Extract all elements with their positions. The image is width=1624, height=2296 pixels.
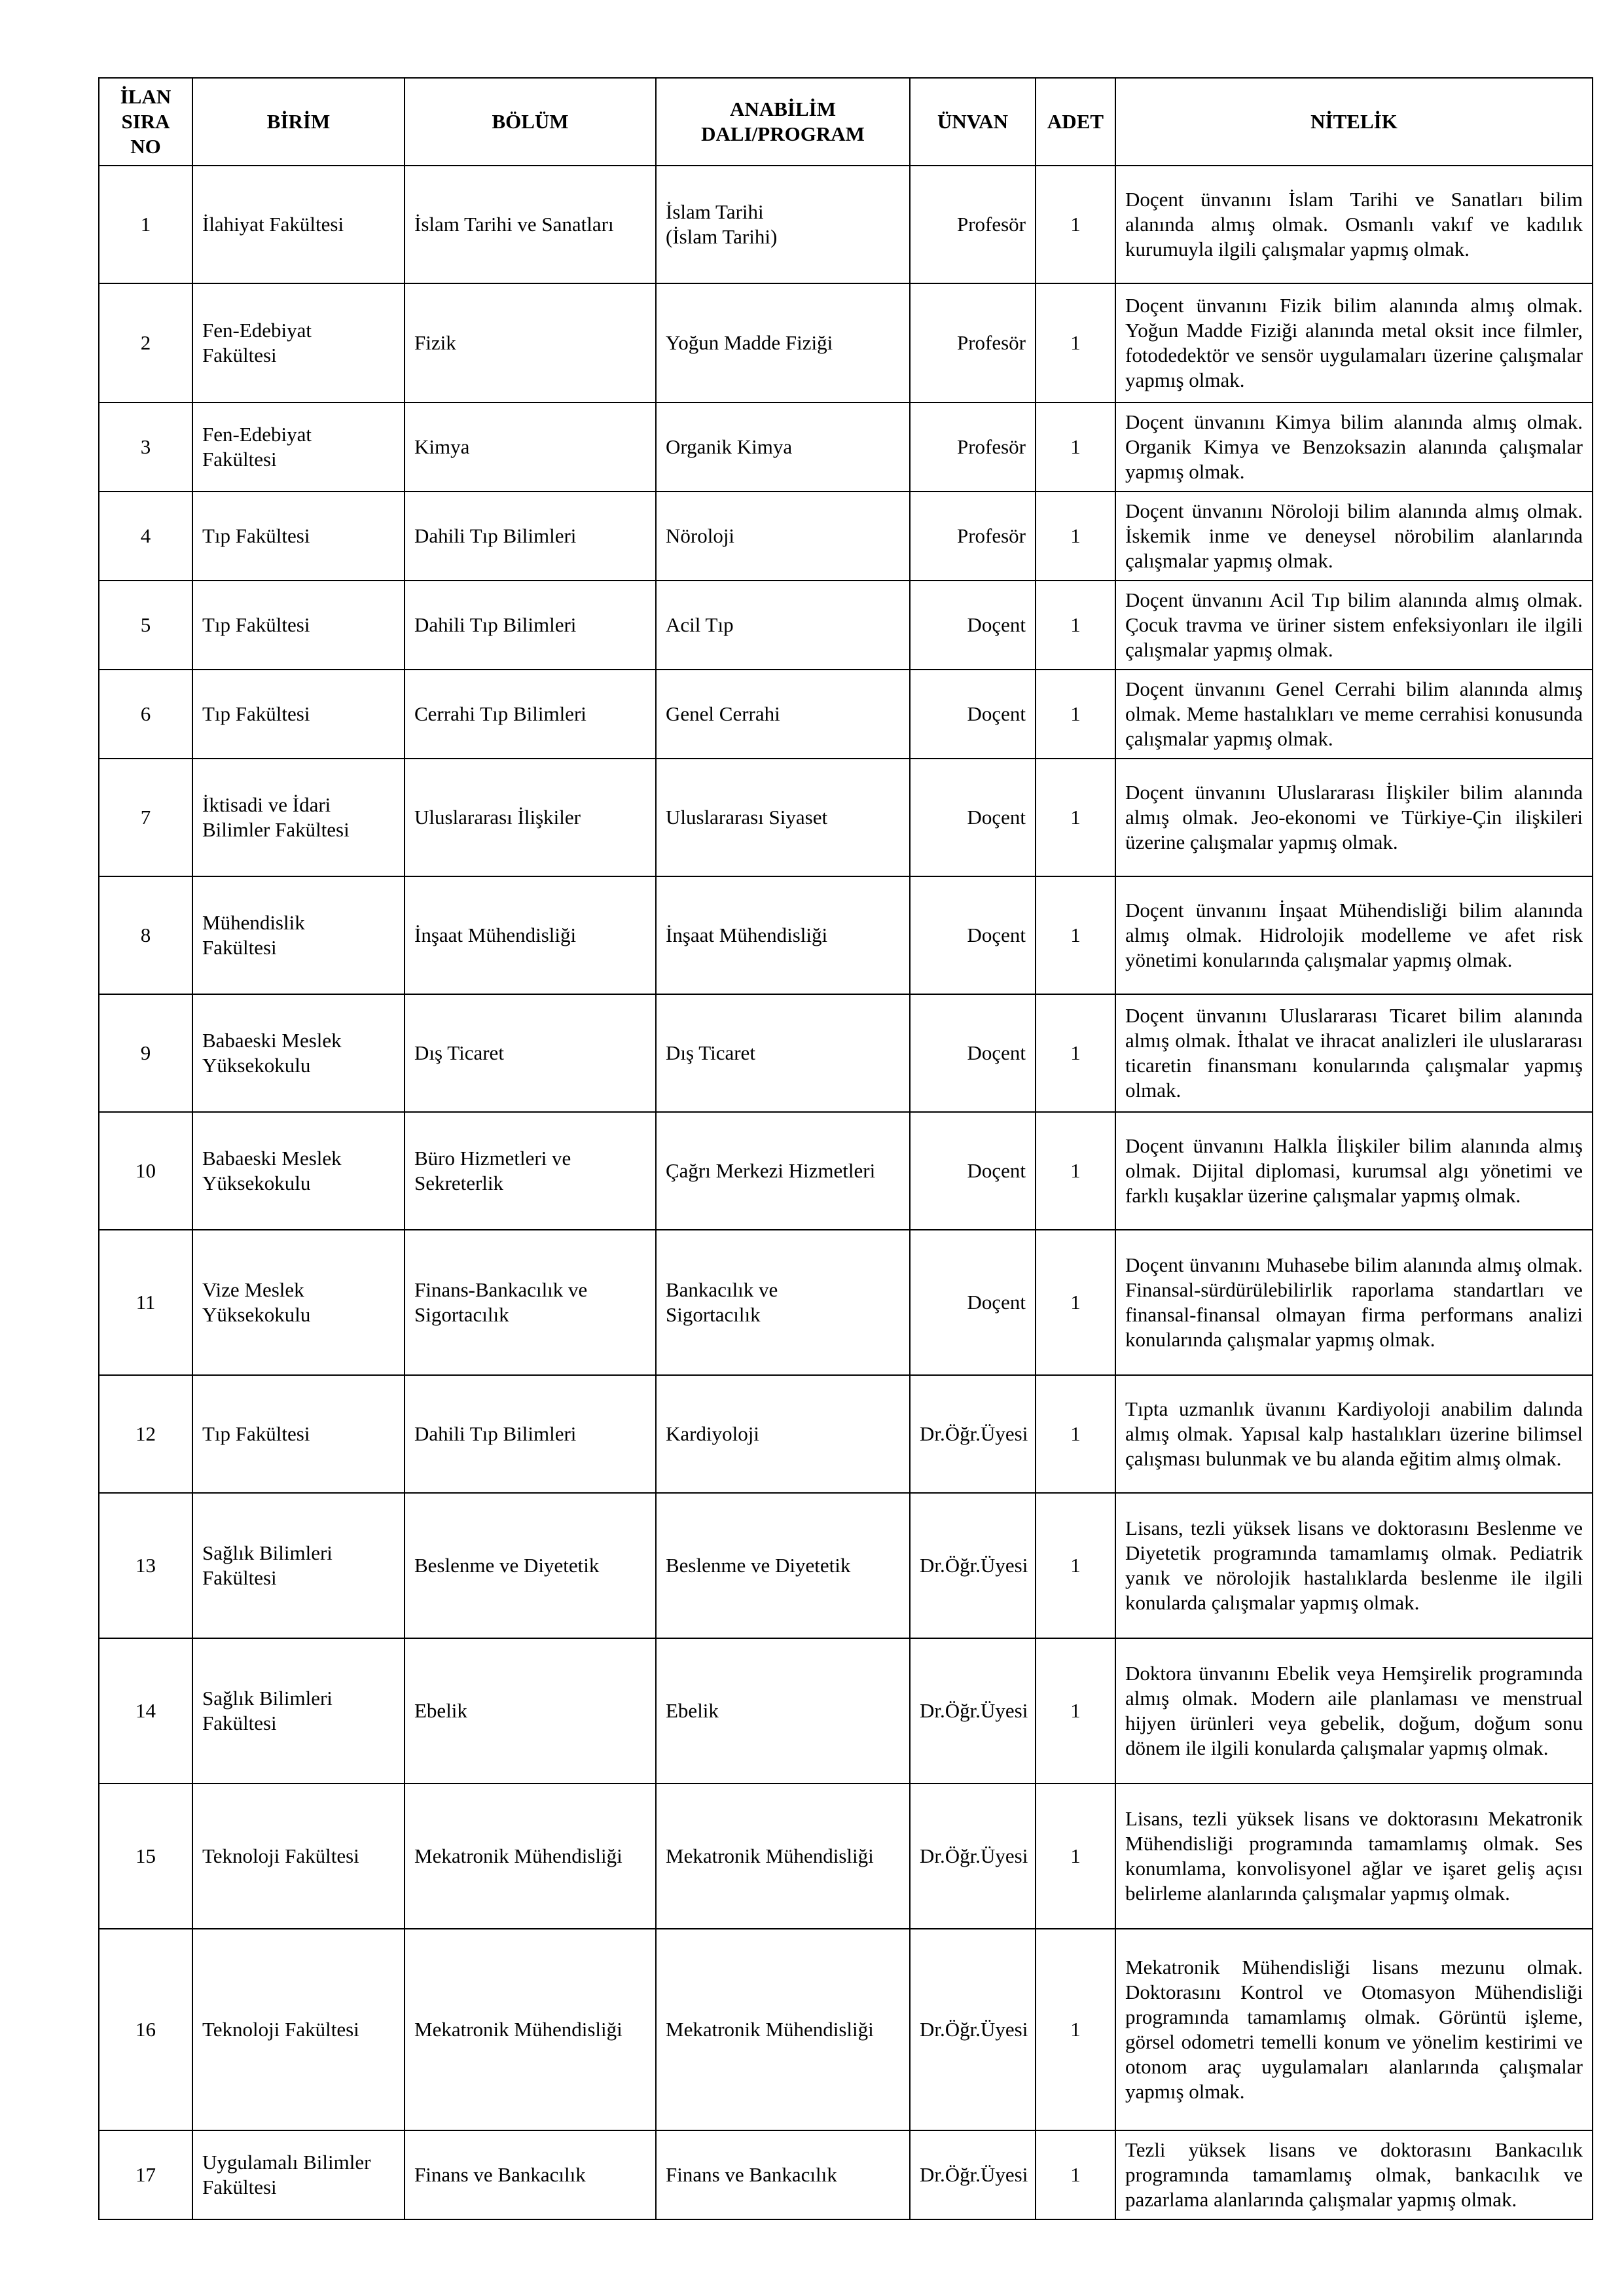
cell-sira-no-text: 16: [135, 2018, 156, 2041]
cell-bolum-text: Finans-Bankacılık ve Sigortacılık: [414, 1278, 588, 1326]
cell-nitelik-text: Lisans, tezli yüksek lisans ve doktorasını Mekatronik Mühendisliği programında tamamlamış olmak. Ses konumlama, konvolisyonel ağlar ve işaret geliş açısı belirleme alanlarında çalışmalar yapmış olmak.: [1125, 1807, 1583, 1905]
cell-program: [656, 403, 910, 492]
cell-birim-text: Sağlık Bilimleri Fakültesi: [202, 1687, 333, 1734]
cell-birim: [192, 283, 405, 403]
cell-program: [656, 1929, 910, 2130]
cell-sira-no-text: 6: [140, 702, 151, 725]
cell-sira-no-text: 9: [140, 1041, 151, 1064]
cell-adet: [1036, 670, 1115, 759]
cell-program: [656, 1638, 910, 1784]
cell-birim-text: Tıp Fakültesi: [202, 702, 310, 725]
cell-bolum: [405, 670, 656, 759]
cell-program: [656, 670, 910, 759]
cell-nitelik: [1115, 1784, 1593, 1929]
cell-bolum-text: Ebelik: [414, 1699, 467, 1722]
cell-bolum-text: Uluslararası İlişkiler: [414, 806, 581, 829]
cell-birim-text: Babaeski Meslek Yüksekokulu: [202, 1029, 342, 1077]
cell-unvan-text: Profesör: [956, 331, 1026, 354]
cell-birim-text: Teknoloji Fakültesi: [202, 2018, 359, 2041]
cell-nitelik-text: Doçent ünvanını Fizik bilim alanında almış olmak. Yoğun Madde Fiziği alanında metal oksit ince filmler, fotodedektör ve sensör uygulamaları üzerine çalışmalar yapmış olmak.: [1125, 294, 1583, 391]
cell-nitelik-text: Tezli yüksek lisans ve doktorasını Bankacılık programında tamamlamış olmak, bankacılık ve pazarlama alanlarında çalışmalar yapmış olmak.: [1125, 2138, 1583, 2211]
cell-unvan: [910, 581, 1036, 670]
cell-nitelik: [1115, 1493, 1593, 1638]
cell-birim: [192, 492, 405, 581]
cell-sira-no-text: 11: [135, 1291, 156, 1314]
cell-adet: [1036, 1929, 1115, 2130]
table-row: [99, 1112, 1593, 1230]
cell-sira-no: [99, 1112, 192, 1230]
cell-unvan-text: Doçent: [967, 1159, 1026, 1182]
cell-birim-text: Tıp Fakültesi: [202, 613, 310, 636]
cell-nitelik-text: Doktora ünvanını Ebelik veya Hemşirelik programında almış olmak. Modern aile planlaması ve menstrual hijyen ürünleri veya gebelik, doğum, doğum sonu dönem ile ilgili konularda çalışmalar yapmış olmak.: [1125, 1662, 1583, 1759]
cell-unvan-text: Doçent: [967, 1041, 1026, 1064]
cell-bolum: [405, 1112, 656, 1230]
cell-bolum: [405, 994, 656, 1112]
cell-program-text: Çağrı Merkezi Hizmetleri: [666, 1159, 876, 1182]
cell-unvan-text: Doçent: [967, 613, 1026, 636]
cell-sira-no-text: 17: [135, 2163, 156, 2186]
header-bolum: BÖLÜM: [405, 78, 656, 166]
cell-nitelik: [1115, 670, 1593, 759]
cell-bolum-text: Mekatronik Mühendisliği: [414, 2018, 623, 2041]
cell-adet: [1036, 876, 1115, 994]
table-row: [99, 166, 1593, 283]
cell-program-text: Nöroloji: [666, 524, 735, 547]
header-birim: BİRİM: [192, 78, 405, 166]
cell-program-text: Finans ve Bankacılık: [666, 2163, 837, 2186]
cell-bolum-text: Dahili Tıp Bilimleri: [414, 524, 577, 547]
table-row: [99, 759, 1593, 876]
table-row: [99, 1929, 1593, 2130]
cell-nitelik: [1115, 283, 1593, 403]
cell-adet: [1036, 1784, 1115, 1929]
cell-birim-text: Uygulamalı Bilimler Fakültesi: [202, 2151, 371, 2198]
cell-unvan: [910, 670, 1036, 759]
cell-bolum: [405, 283, 656, 403]
cell-adet-text: 1: [1070, 1291, 1081, 1314]
cell-birim-text: Sağlık Bilimleri Fakültesi: [202, 1541, 333, 1589]
cell-sira-no: [99, 1638, 192, 1784]
cell-sira-no: [99, 581, 192, 670]
cell-birim: [192, 1230, 405, 1375]
cell-adet-text: 1: [1070, 1041, 1081, 1064]
cell-program: [656, 1375, 910, 1493]
cell-sira-no-text: 13: [135, 1554, 156, 1577]
cell-adet-text: 1: [1070, 435, 1081, 458]
cell-unvan: [910, 994, 1036, 1112]
table-row: [99, 283, 1593, 403]
cell-program-text: Uluslararası Siyaset: [666, 806, 828, 829]
cell-adet: [1036, 2130, 1115, 2219]
cell-program: [656, 1230, 910, 1375]
cell-program: [656, 1112, 910, 1230]
cell-birim-text: Tıp Fakültesi: [202, 524, 310, 547]
cell-bolum: [405, 403, 656, 492]
cell-adet-text: 1: [1070, 924, 1081, 946]
cell-sira-no: [99, 2130, 192, 2219]
cell-unvan: [910, 1112, 1036, 1230]
cell-adet-text: 1: [1070, 613, 1081, 636]
cell-adet-text: 1: [1070, 806, 1081, 829]
header-adet: ADET: [1036, 78, 1115, 166]
ilan-table: [98, 77, 1593, 2220]
cell-sira-no: [99, 1784, 192, 1929]
cell-birim-text: Teknoloji Fakültesi: [202, 1844, 359, 1867]
cell-nitelik-text: Mekatronik Mühendisliği lisans mezunu olmak. Doktorasını Kontrol ve Otomasyon Mühendisliği programında tamamlamış olmak. Görüntü işleme, görsel odometri temelli konum ve yönelim kestirimi ve otonom araç uygulamaları alanlarında çalışmalar yapmış olmak.: [1125, 1956, 1583, 2103]
cell-unvan: [910, 1493, 1036, 1638]
cell-nitelik-text: Doçent ünvanını Nöroloji bilim alanında almış olmak. İskemik inme ve deneysel nörobilim alanlarında çalışmalar yapmış olmak.: [1125, 499, 1583, 572]
table-row: [99, 581, 1593, 670]
cell-nitelik: [1115, 492, 1593, 581]
cell-program-text: İnşaat Mühendisliği: [666, 924, 828, 946]
cell-program-text: Kardiyoloji: [666, 1422, 759, 1445]
cell-sira-no-text: 7: [140, 806, 151, 829]
cell-nitelik: [1115, 876, 1593, 994]
cell-birim: [192, 1638, 405, 1784]
cell-nitelik-text: Doçent ünvanını Muhasebe bilim alanında almış olmak. Finansal-sürdürülebilirlik raporlama standartları ve finansal-finansal olmayan firma performans analizi konularında çalışmalar yapmış olmak.: [1125, 1253, 1583, 1351]
cell-nitelik: [1115, 166, 1593, 283]
table-row: [99, 994, 1593, 1112]
cell-bolum-text: Finans ve Bankacılık: [414, 2163, 586, 2186]
cell-unvan-text: Dr.Öğr.Üyesi: [920, 2018, 1028, 2041]
cell-program-text: Mekatronik Mühendisliği: [666, 1844, 874, 1867]
cell-birim-text: İktisadi ve İdari Bilimler Fakültesi: [202, 793, 350, 841]
cell-nitelik-text: Doçent ünvanını Uluslararası Ticaret bilim alanında almış olmak. İthalat ve ihracat analizleri ile uluslararası ticaretin finansmanı konularında çalışmalar yapmış olmak.: [1125, 1004, 1583, 1102]
cell-program-text: Ebelik: [666, 1699, 719, 1722]
cell-sira-no: [99, 1929, 192, 2130]
cell-unvan-text: Profesör: [956, 524, 1026, 547]
cell-bolum-text: Cerrahi Tıp Bilimleri: [414, 702, 586, 725]
cell-nitelik-text: Doçent ünvanını İslam Tarihi ve Sanatları bilim alanında almış olmak. Osmanlı vakıf ve kadılık kurumuyla ilgili çalışmalar yapmış olmak.: [1125, 188, 1583, 260]
cell-birim: [192, 166, 405, 283]
cell-nitelik: [1115, 994, 1593, 1112]
cell-nitelik-text: Doçent ünvanını Acil Tıp bilim alanında almış olmak. Çocuk travma ve üriner sistem enfeksiyonları ile ilgili çalışmalar yapmış olmak.: [1125, 588, 1583, 661]
table-row: [99, 670, 1593, 759]
cell-sira-no-text: 12: [135, 1422, 156, 1445]
cell-program: [656, 1493, 910, 1638]
cell-program-text: Bankacılık ve Sigortacılık: [666, 1278, 778, 1326]
cell-nitelik-text: Doçent ünvanını Halkla İlişkiler bilim alanında almış olmak. Dijital diplomasi, kurumsal algı yönetimi ve farklı kuşaklar üzerine çalışmalar yapmış olmak.: [1125, 1134, 1583, 1207]
cell-sira-no-text: 14: [135, 1699, 156, 1722]
cell-nitelik: [1115, 759, 1593, 876]
cell-adet: [1036, 1375, 1115, 1493]
cell-sira-no: [99, 994, 192, 1112]
cell-birim-text: Vize Meslek Yüksekokulu: [202, 1278, 311, 1326]
cell-bolum: [405, 876, 656, 994]
table-row: [99, 2130, 1593, 2219]
cell-bolum-text: İnşaat Mühendisliği: [414, 924, 577, 946]
cell-unvan-text: Doçent: [967, 1291, 1026, 1314]
cell-bolum: [405, 492, 656, 581]
cell-adet-text: 1: [1070, 524, 1081, 547]
cell-unvan-text: Dr.Öğr.Üyesi: [920, 1422, 1028, 1445]
cell-nitelik: [1115, 581, 1593, 670]
cell-nitelik: [1115, 1112, 1593, 1230]
cell-birim-text: Fen-Edebiyat Fakültesi: [202, 319, 312, 367]
table-row: [99, 876, 1593, 994]
cell-unvan-text: Dr.Öğr.Üyesi: [920, 1554, 1028, 1577]
cell-unvan-text: Profesör: [956, 435, 1026, 458]
cell-birim: [192, 1929, 405, 2130]
cell-program-text: Acil Tıp: [666, 613, 734, 636]
cell-nitelik: [1115, 403, 1593, 492]
cell-unvan: [910, 492, 1036, 581]
cell-birim: [192, 759, 405, 876]
cell-nitelik: [1115, 1375, 1593, 1493]
cell-bolum-text: Kimya: [414, 435, 470, 458]
cell-birim-text: Tıp Fakültesi: [202, 1422, 310, 1445]
cell-sira-no: [99, 876, 192, 994]
cell-bolum: [405, 2130, 656, 2219]
cell-adet: [1036, 1112, 1115, 1230]
cell-unvan: [910, 1375, 1036, 1493]
cell-unvan-text: Doçent: [967, 702, 1026, 725]
cell-nitelik-text: Tıpta uzmanlık üvanını Kardiyoloji anabilim dalında almış olmak. Yapısal kalp hastalıkları üzerine bilimsel çalışması bulunmak ve bu alanda eğitim almış olmak.: [1125, 1397, 1583, 1470]
cell-bolum-text: Fizik: [414, 331, 456, 354]
cell-bolum-text: Dahili Tıp Bilimleri: [414, 1422, 577, 1445]
header-program: ANABİLİM DALI/PROGRAM: [656, 78, 910, 166]
cell-unvan: [910, 1230, 1036, 1375]
cell-unvan: [910, 876, 1036, 994]
cell-program-text: Yoğun Madde Fiziği: [666, 331, 833, 354]
cell-unvan-text: Dr.Öğr.Üyesi: [920, 1699, 1028, 1722]
cell-unvan-text: Doçent: [967, 806, 1026, 829]
cell-adet-text: 1: [1070, 1699, 1081, 1722]
cell-adet-text: 1: [1070, 213, 1081, 236]
cell-sira-no-text: 8: [140, 924, 151, 946]
cell-adet-text: 1: [1070, 331, 1081, 354]
cell-program-text: Genel Cerrahi: [666, 702, 780, 725]
cell-bolum: [405, 1493, 656, 1638]
cell-sira-no-text: 1: [140, 213, 151, 236]
cell-birim: [192, 2130, 405, 2219]
cell-unvan: [910, 2130, 1036, 2219]
cell-birim: [192, 581, 405, 670]
table-row: [99, 1493, 1593, 1638]
cell-bolum: [405, 1230, 656, 1375]
cell-adet: [1036, 1230, 1115, 1375]
cell-adet-text: 1: [1070, 1422, 1081, 1445]
cell-sira-no: [99, 166, 192, 283]
cell-nitelik: [1115, 1638, 1593, 1784]
cell-bolum-text: Dış Ticaret: [414, 1041, 504, 1064]
cell-birim: [192, 876, 405, 994]
table-row: [99, 1375, 1593, 1493]
cell-nitelik: [1115, 1230, 1593, 1375]
table-row: [99, 492, 1593, 581]
cell-adet: [1036, 492, 1115, 581]
cell-birim-text: İlahiyat Fakültesi: [202, 213, 344, 236]
cell-sira-no-text: 5: [140, 613, 151, 636]
cell-nitelik-text: Doçent ünvanını İnşaat Mühendisliği bilim alanında almış olmak. Hidrolojik modelleme ve afet risk yönetimi konularında çalışmalar yapmış olmak.: [1125, 899, 1583, 971]
table-row: [99, 1784, 1593, 1929]
cell-adet: [1036, 581, 1115, 670]
cell-birim: [192, 994, 405, 1112]
cell-unvan: [910, 1929, 1036, 2130]
cell-unvan: [910, 759, 1036, 876]
cell-sira-no: [99, 283, 192, 403]
cell-birim: [192, 670, 405, 759]
cell-unvan: [910, 1638, 1036, 1784]
cell-birim-text: Fen-Edebiyat Fakültesi: [202, 423, 312, 471]
cell-birim-text: Babaeski Meslek Yüksekokulu: [202, 1147, 342, 1194]
cell-sira-no: [99, 403, 192, 492]
cell-nitelik-text: Doçent ünvanını Uluslararası İlişkiler bilim alanında almış olmak. Jeo-ekonomi ve Türkiye-Çin ilişkileri üzerine çalışmalar yapmış olmak.: [1125, 781, 1583, 853]
cell-sira-no: [99, 1230, 192, 1375]
cell-program-text: Mekatronik Mühendisliği: [666, 2018, 874, 2041]
table-header-row: [99, 78, 1593, 166]
cell-bolum: [405, 166, 656, 283]
cell-adet-text: 1: [1070, 2163, 1081, 2186]
cell-sira-no: [99, 759, 192, 876]
cell-adet-text: 1: [1070, 702, 1081, 725]
cell-program: [656, 166, 910, 283]
cell-nitelik-text: Doçent ünvanını Kimya bilim alanında almış olmak. Organik Kimya ve Benzoksazin alanında çalışmalar yapmış olmak.: [1125, 410, 1583, 483]
cell-birim: [192, 403, 405, 492]
cell-bolum-text: Büro Hizmetleri ve Sekreterlik: [414, 1147, 571, 1194]
cell-unvan: [910, 1784, 1036, 1929]
cell-unvan: [910, 283, 1036, 403]
cell-sira-no-text: 4: [140, 524, 151, 547]
cell-bolum: [405, 1929, 656, 2130]
cell-sira-no: [99, 492, 192, 581]
cell-adet: [1036, 759, 1115, 876]
cell-adet: [1036, 403, 1115, 492]
table-row: [99, 403, 1593, 492]
cell-bolum-text: Beslenme ve Diyetetik: [414, 1554, 600, 1577]
cell-unvan: [910, 403, 1036, 492]
cell-adet-text: 1: [1070, 1844, 1081, 1867]
cell-sira-no: [99, 670, 192, 759]
cell-birim: [192, 1112, 405, 1230]
cell-sira-no: [99, 1493, 192, 1638]
cell-bolum-text: İslam Tarihi ve Sanatları: [414, 213, 614, 236]
cell-program-text: Beslenme ve Diyetetik: [666, 1554, 851, 1577]
cell-unvan-text: Dr.Öğr.Üyesi: [920, 2163, 1028, 2186]
cell-sira-no-text: 10: [135, 1159, 156, 1182]
cell-bolum: [405, 581, 656, 670]
cell-adet: [1036, 994, 1115, 1112]
cell-bolum: [405, 1638, 656, 1784]
cell-adet: [1036, 1638, 1115, 1784]
cell-program-text: İslam Tarihi (İslam Tarihi): [666, 200, 778, 248]
cell-adet: [1036, 1493, 1115, 1638]
table-row: [99, 1638, 1593, 1784]
cell-program: [656, 2130, 910, 2219]
cell-bolum-text: Dahili Tıp Bilimleri: [414, 613, 577, 636]
cell-adet: [1036, 283, 1115, 403]
cell-adet: [1036, 166, 1115, 283]
cell-sira-no-text: 3: [140, 435, 151, 458]
cell-birim: [192, 1493, 405, 1638]
cell-adet-text: 1: [1070, 2018, 1081, 2041]
cell-nitelik: [1115, 2130, 1593, 2219]
table-body: [99, 166, 1593, 2219]
cell-program-text: Organik Kimya: [666, 435, 793, 458]
cell-bolum-text: Mekatronik Mühendisliği: [414, 1844, 623, 1867]
cell-birim-text: Mühendislik Fakültesi: [202, 911, 305, 959]
header-sira-no: İLAN SIRA NO: [99, 78, 192, 166]
header-nitelik: NİTELİK: [1115, 78, 1593, 166]
cell-birim: [192, 1784, 405, 1929]
cell-nitelik-text: Doçent ünvanını Genel Cerrahi bilim alanında almış olmak. Meme hastalıkları ve meme cerrahisi konusunda çalışmalar yapmış olmak.: [1125, 677, 1583, 750]
cell-program: [656, 283, 910, 403]
cell-adet-text: 1: [1070, 1554, 1081, 1577]
cell-unvan-text: Dr.Öğr.Üyesi: [920, 1844, 1028, 1867]
cell-bolum: [405, 759, 656, 876]
table-row: [99, 1230, 1593, 1375]
cell-bolum: [405, 1784, 656, 1929]
cell-nitelik: [1115, 1929, 1593, 2130]
cell-unvan-text: Doçent: [967, 924, 1026, 946]
header-unvan: ÜNVAN: [910, 78, 1036, 166]
cell-adet-text: 1: [1070, 1159, 1081, 1182]
cell-unvan: [910, 166, 1036, 283]
cell-program: [656, 581, 910, 670]
cell-program: [656, 1784, 910, 1929]
cell-sira-no: [99, 1375, 192, 1493]
cell-nitelik-text: Lisans, tezli yüksek lisans ve doktorasını Beslenme ve Diyetetik programında tamamlamış olmak. Pediatrik yanık ve nörolojik hastalıklarda beslenme ile ilgili konularda çalışmalar yapmış olmak.: [1125, 1516, 1583, 1614]
cell-program: [656, 492, 910, 581]
cell-program: [656, 994, 910, 1112]
cell-birim: [192, 1375, 405, 1493]
cell-bolum: [405, 1375, 656, 1493]
cell-program: [656, 876, 910, 994]
cell-sira-no-text: 15: [135, 1844, 156, 1867]
cell-program: [656, 759, 910, 876]
cell-program-text: Dış Ticaret: [666, 1041, 755, 1064]
cell-unvan-text: Profesör: [956, 213, 1026, 236]
cell-sira-no-text: 2: [140, 331, 151, 354]
